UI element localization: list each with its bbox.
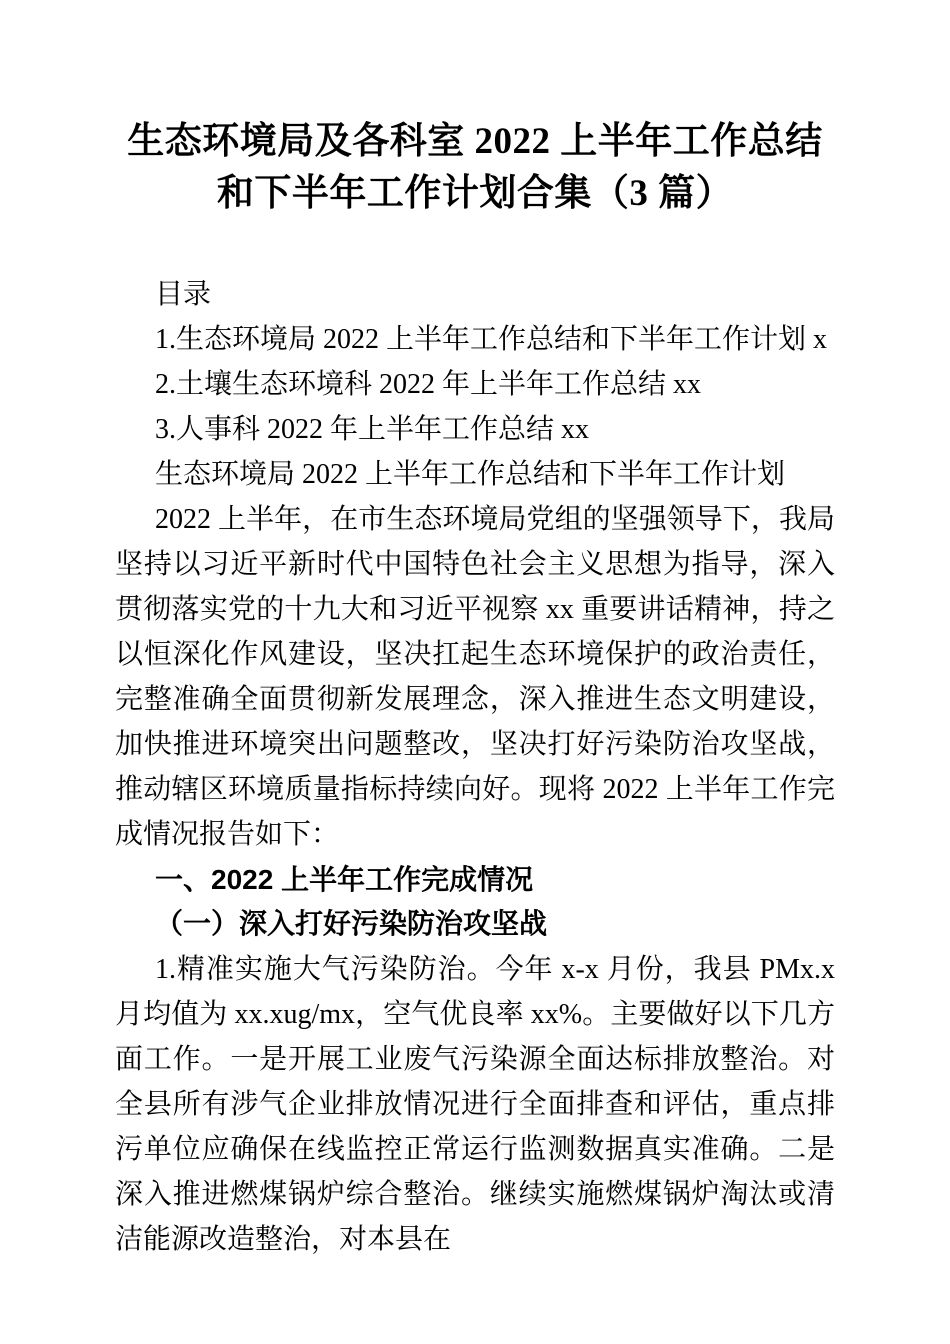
body-paragraph: 1.精准实施大气污染防治。今年 x-x 月份，我县 PMx.x 月均值为 xx.xug/mx，空气优良率 xx%。主要做好以下几方面工作。一是开展工业废气污染源全面达标排放整治。对全县所有涉气企业排放情况进行全面排查和评估，重点排污单位应确保在线监控正常运行监测数据真实准确。二是深入推进燃煤锅炉综合整治。继续实施燃煤锅炉淘汰或清洁能源改造整治，对本县在 — [115, 954, 835, 1255]
document-content — [115, 0, 835, 1262]
document-title: 生态环境局及各科室 2022 上半年工作总结和下半年工作计划合集（3 篇） — [127, 121, 823, 214]
toc-item-2: 2.土壤生态环境科 2022 年上半年工作总结 xx — [155, 369, 702, 400]
section-title: 生态环境局 2022 上半年工作总结和下半年工作计划 — [155, 459, 786, 490]
section-heading: 一、2022 上半年工作完成情况 — [155, 864, 534, 895]
toc-item-1: 1.生态环境局 2022 上半年工作总结和下半年工作计划 x — [155, 324, 828, 355]
toc-heading: 目录 — [155, 279, 212, 310]
subsection-heading: （一）深入打好污染防治攻坚战 — [155, 909, 548, 940]
intro-paragraph: 2022 上半年，在市生态环境局党组的坚强领导下，我局坚持以习近平新时代中国特色社会主义思想为指导，深入贯彻落实党的十九大和习近平视察 xx 重要讲话精神，持之以恒深化作风建设，坚决扛起生态环境保护的政治责任，完整准确全面贯彻新发展理念，深入推进生态文明建设，加快推进环境突出问题整改，坚决打好污染防治攻坚战，推动辖区环境质量指标持续向好。现将 2022 上半年工作完成情况报告如下： — [115, 504, 835, 850]
toc-item-3: 3.人事科 2022 年上半年工作总结 xx — [155, 414, 590, 445]
document-body — [115, 272, 835, 1262]
